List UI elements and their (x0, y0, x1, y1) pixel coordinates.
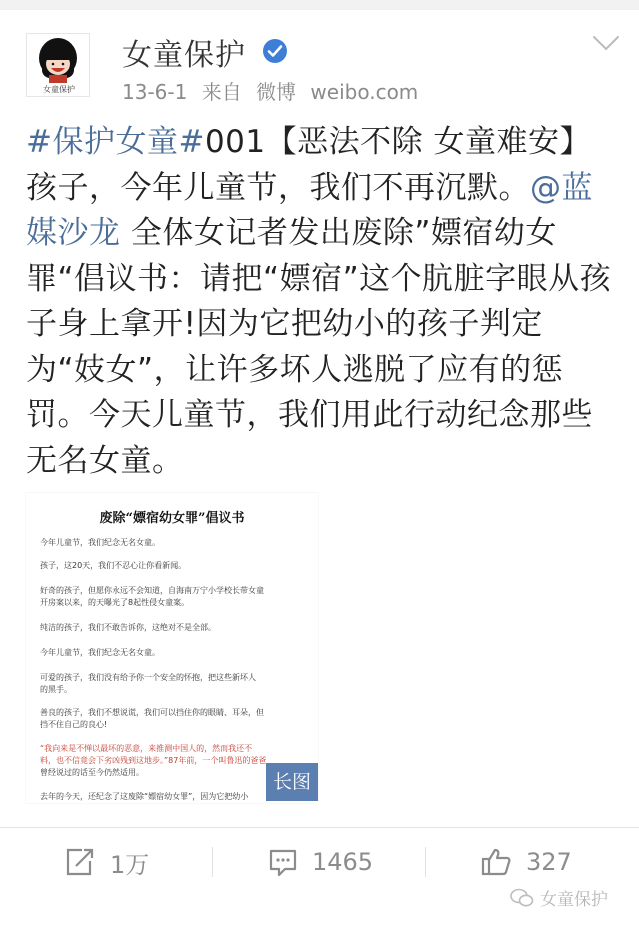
attached-long-image[interactable] (26, 493, 318, 803)
wechat-watermark (510, 885, 608, 910)
action-separator (212, 847, 213, 877)
like-count: 327 (526, 848, 572, 876)
action-separator (425, 847, 426, 877)
chevron-down-icon[interactable] (592, 34, 620, 52)
document-line: 今年儿童节，我们纪念无名女童。 (40, 538, 160, 547)
post-body-part-1: 001【恶法不除 女童难安】孩子，今年儿童节，我们不再沉默。 (26, 124, 591, 206)
source-domain[interactable]: weibo.com (310, 80, 419, 104)
document-line: 去年的今天，还纪念了这废除“嫖宿幼女罪”，因为它把幼小 (40, 792, 249, 801)
document-line: 纯洁的孩子，我们不敢告诉你，这绝对不是全部。 (40, 623, 216, 632)
post-meta (122, 76, 426, 105)
repost-count: 1万 (110, 850, 150, 879)
source-prefix: 来自 (201, 80, 242, 104)
document-line: 孩子，这20天，我们不忍心让你看新闻。 (40, 561, 187, 570)
post-text (26, 120, 616, 484)
document-line: 可爱的孩子，我们没有给予你一个安全的怀抱，把这些新坏人 (40, 673, 256, 682)
avatar[interactable] (26, 33, 90, 97)
username[interactable]: 女童保护 (122, 38, 246, 73)
comment-icon (268, 847, 298, 877)
document-quote-line: 料，也不信竟会下劣凶残到这地步。”87年前，一个叫鲁迅的爸爸 (40, 756, 267, 765)
document-line: 挡不住自己的良心! (40, 720, 108, 729)
long-image-badge: 长图 (266, 763, 318, 801)
document-title: 废除“嫖宿幼女罪”倡议书 (99, 511, 245, 526)
watermark-text: 女童保护 (540, 890, 608, 910)
verified-badge-icon (262, 38, 288, 64)
like-button[interactable] (480, 842, 572, 882)
repost-button[interactable] (64, 842, 149, 882)
source-app[interactable]: 微博 (256, 80, 297, 104)
girl-avatar-icon (27, 34, 89, 84)
document-line: 开房案以来，的天曝光了8起性侵女童案。 (40, 598, 190, 607)
document-quote-line: “我向来是不惮以最坏的恶意，来推测中国人的，然而我还不 (40, 744, 253, 753)
document-line: 的黑手。 (40, 685, 72, 694)
document-line: 曾经说过的话至今仍然适用。 (40, 768, 144, 777)
footer-divider (0, 827, 639, 828)
wechat-icon (510, 888, 534, 908)
document-line: 善良的孩子，我们不想说谎，我们可以挡住你的眼睛、耳朵，但 (40, 708, 264, 717)
hashtag-link[interactable]: #保护女童# (26, 124, 205, 160)
comment-count: 1465 (312, 848, 374, 876)
repost-icon (64, 847, 96, 877)
comment-button[interactable] (268, 842, 373, 882)
thumbs-up-icon (480, 847, 512, 877)
post-body-part-2: 全体女记者发出废除”嫖宿幼女罪“倡议书：请把“嫖宿”这个肮脏字眼从孩子身上拿开!因为它把幼小的孩子判定为“妓女”，让许多坏人逃脱了应有的惩罚。今天儿童节，我们用此行动纪念那些无名女童。 (26, 215, 612, 479)
post-date: 13-6-1 (122, 80, 188, 104)
document-line: 今年儿童节，我们纪念无名女童。 (40, 648, 160, 657)
document-line: 好奇的孩子，但愿你永远不会知道，自海南万宁小学校长带女童 (40, 586, 264, 595)
avatar-caption: 女童保护 (43, 85, 75, 94)
mention-link[interactable]: @蓝媒沙龙 (26, 169, 593, 251)
